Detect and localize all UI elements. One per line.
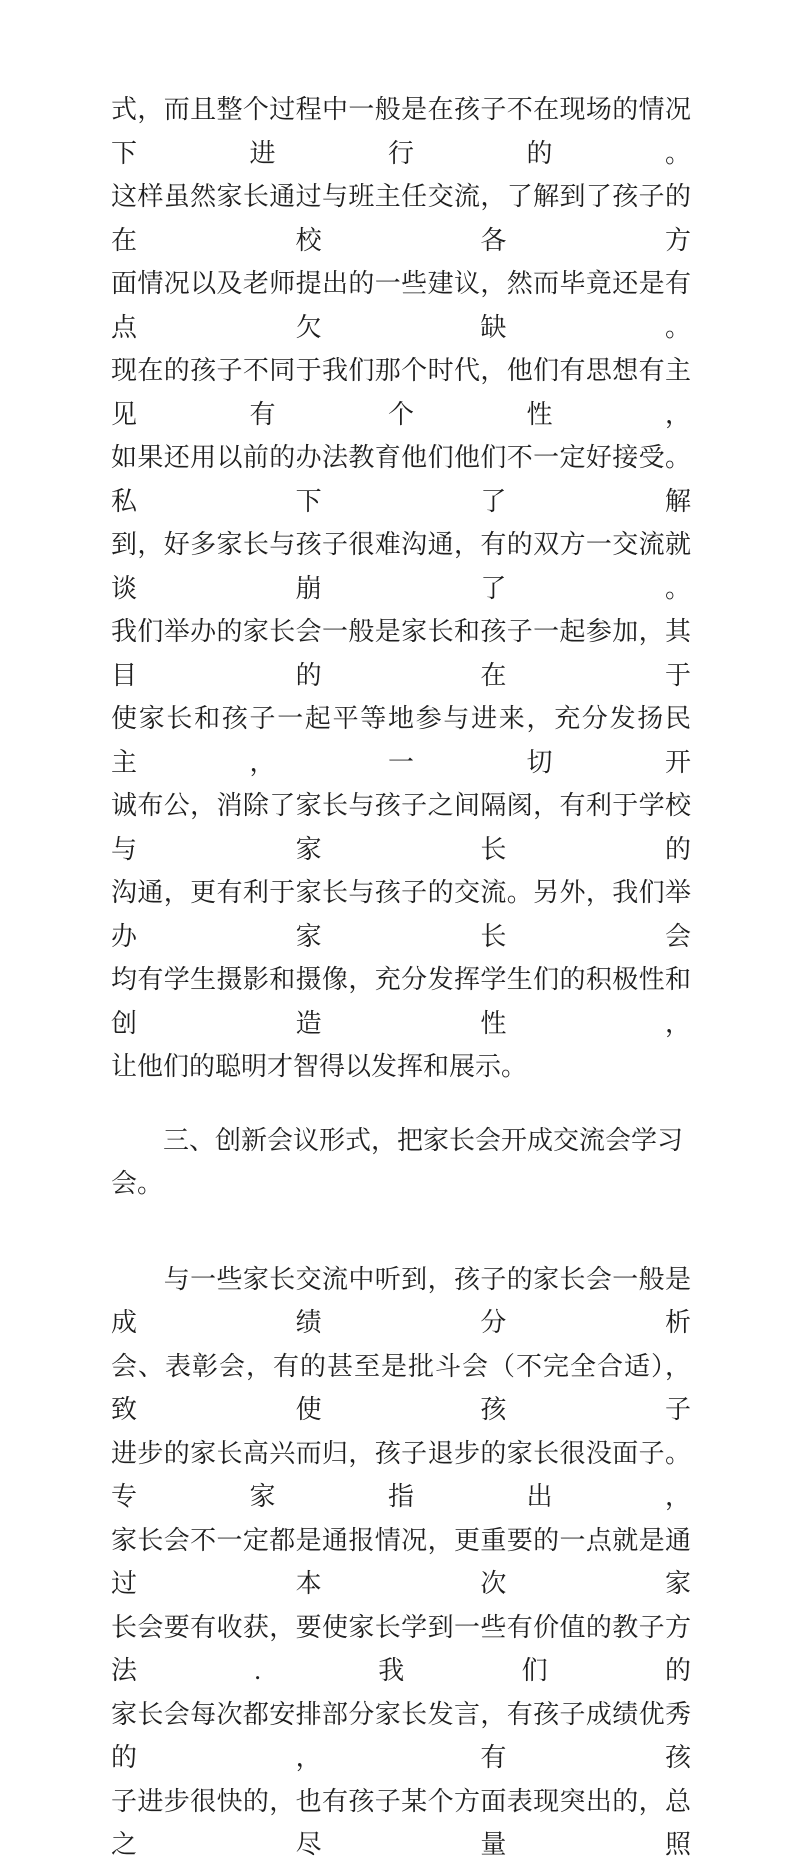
text-line: 与一些家长交流中听到，孩子的家长会一般是成绩分析 bbox=[111, 1264, 691, 1337]
text-line: 会、表彰会，有的甚至是批斗会（不完全合适），致使孩子 bbox=[111, 1351, 691, 1424]
text-line: 子进步很快的，也有孩子某个方面表现突出的，总之尽量照 bbox=[111, 1786, 691, 1859]
text-line: 这样虽然家长通过与班主任交流，了解到了孩子的在校各方 bbox=[111, 182, 691, 255]
text-line: 进步的家长高兴而归，孩子退步的家长很没面子。专家指出， bbox=[111, 1438, 691, 1511]
text-line: 沟通，更有利于家长与孩子的交流。另外，我们举办家长会 bbox=[111, 878, 691, 951]
text-line: 均有学生摄影和摄像，充分发挥学生们的积极性和创造性， bbox=[111, 965, 691, 1038]
text-line: 长会要有收获，要使家长学到一些有价值的教子方法.我们的 bbox=[111, 1612, 691, 1685]
text-line: 式，而且整个过程中一般是在孩子不在现场的情况下进行的。 bbox=[111, 95, 691, 168]
text-line: 面情况以及老师提出的一些建议，然而毕竟还是有点欠缺。 bbox=[111, 269, 691, 342]
text-line: 我们举办的家长会一般是家长和孩子一起参加，其目的在于 bbox=[111, 617, 691, 690]
text-line: 如果还用以前的办法教育他们他们不一定好接受。私下了解 bbox=[111, 443, 691, 516]
text-line: 让他们的聪明才智得以发挥和展示。 bbox=[111, 1052, 528, 1081]
document-page bbox=[111, 88, 691, 1867]
section-heading: 三、创新会议形式，把家长会开成交流会学习会。 bbox=[111, 1125, 684, 1198]
text-line: 使家长和孩子一起平等地参与进来，充分发扬民主，一切开 bbox=[111, 704, 691, 777]
paragraph-continuation bbox=[111, 88, 691, 1089]
paragraph-body bbox=[111, 1258, 691, 1867]
text-line: 家长会每次都安排部分家长发言，有孩子成绩优秀的，有孩 bbox=[111, 1699, 691, 1772]
text-line: 到，好多家长与孩子很难沟通，有的双方一交流就谈崩了。 bbox=[111, 530, 691, 603]
text-line: 家长会不一定都是通报情况，更重要的一点就是通过本次家 bbox=[111, 1525, 691, 1598]
text-line: 现在的孩子不同于我们那个时代，他们有思想有主见有个性， bbox=[111, 356, 691, 429]
text-line: 诚布公，消除了家长与孩子之间隔阂，有利于学校与家长的 bbox=[111, 791, 691, 864]
